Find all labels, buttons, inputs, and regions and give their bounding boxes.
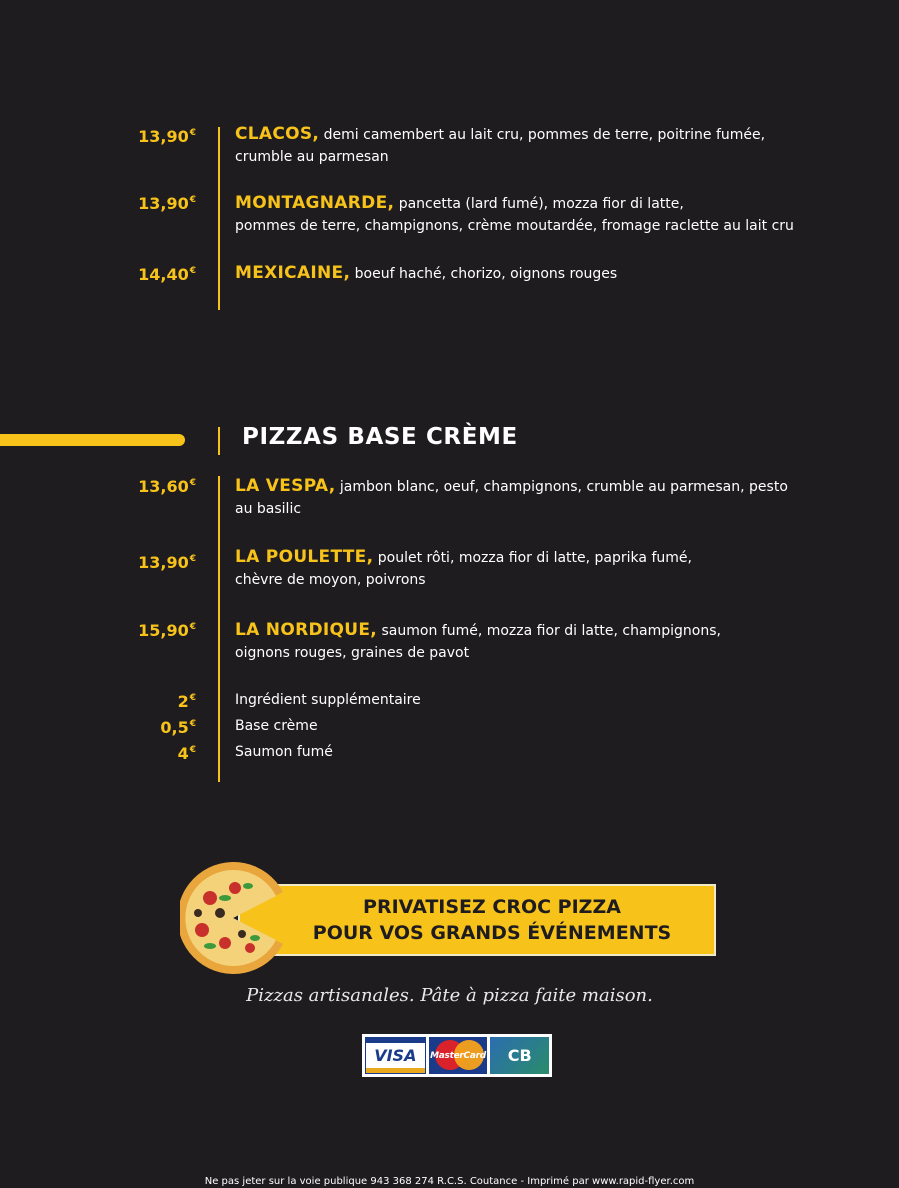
menu-item-la-vespa xyxy=(235,475,835,520)
divider-line-section xyxy=(218,427,220,455)
item-desc-2: pommes de terre, champignons, crème moutardée, fromage raclette au lait cru xyxy=(235,218,794,234)
price-mexicaine: 14,40€ xyxy=(138,265,196,284)
item-desc-2: oignons rouges, graines de pavot xyxy=(235,645,470,661)
menu-item-clacos xyxy=(235,123,835,168)
item-name: CLACOS, xyxy=(235,124,320,144)
extra-saumon-label: Saumon fumé xyxy=(235,744,333,760)
item-desc: saumon fumé, mozza fior di latte, champignons, xyxy=(381,623,721,639)
cb-logo: CB xyxy=(490,1037,549,1074)
pizza-icon xyxy=(180,858,286,978)
section-accent-bar xyxy=(0,434,185,446)
divider-line-top xyxy=(218,127,220,310)
item-name: LA VESPA, xyxy=(235,476,336,496)
visa-logo: VISA xyxy=(365,1037,426,1074)
price-montagnarde: 13,90€ xyxy=(138,194,196,213)
menu-item-mexicaine xyxy=(235,262,835,285)
menu-item-montagnarde xyxy=(235,192,835,237)
footer-legal-text: Ne pas jeter sur la voie publique 943 368 274 R.C.S. Coutance - Imprimé par www.rapid-flyer.com xyxy=(204,1176,695,1187)
divider-line-bottom xyxy=(218,476,220,782)
privatisez-banner xyxy=(238,884,716,956)
extra-base-creme-label: Base crème xyxy=(235,718,318,734)
item-desc: jambon blanc, oeuf, champignons, crumble au parmesan, pesto xyxy=(339,479,788,495)
menu-item-la-poulette xyxy=(235,546,835,591)
mastercard-logo: MasterCard xyxy=(429,1037,488,1074)
banner-line-1: PRIVATISEZ CROC PIZZA xyxy=(363,896,621,918)
item-desc: poulet rôti, mozza fior di latte, paprika fumé, xyxy=(377,550,692,566)
item-desc: demi camembert au lait cru, pommes de terre, poitrine fumée, xyxy=(323,127,766,143)
banner-line-2: POUR VOS GRANDS ÉVÉNEMENTS xyxy=(312,922,672,944)
extra-ingredient-label: Ingrédient supplémentaire xyxy=(235,692,421,708)
item-desc-2: au basilic xyxy=(235,501,302,517)
item-name: LA NORDIQUE, xyxy=(235,620,378,640)
item-desc-2: chèvre de moyon, poivrons xyxy=(235,572,426,588)
payment-cards xyxy=(362,1034,552,1077)
menu-item-la-nordique xyxy=(235,619,835,664)
price-la-nordique: 15,90€ xyxy=(138,621,196,640)
section-title: PIZZAS BASE CRÈME xyxy=(242,424,518,450)
price-extra-saumon: 4€ xyxy=(177,744,196,763)
item-desc: boeuf haché, chorizo, oignons rouges xyxy=(354,266,618,282)
item-name: MONTAGNARDE, xyxy=(235,193,395,213)
tagline: Pizzas artisanales. Pâte à pizza faite maison. xyxy=(246,985,653,1006)
price-clacos: 13,90€ xyxy=(138,127,196,146)
item-name: MEXICAINE, xyxy=(235,263,351,283)
price-extra-base-creme: 0,5€ xyxy=(160,718,196,737)
item-desc-2: crumble au parmesan xyxy=(235,149,389,165)
item-name: LA POULETTE, xyxy=(235,547,374,567)
price-la-poulette: 13,90€ xyxy=(138,553,196,572)
price-extra-ingredient: 2€ xyxy=(177,692,196,711)
price-la-vespa: 13,60€ xyxy=(138,477,196,496)
item-desc: pancetta (lard fumé), mozza fior di latte, xyxy=(398,196,684,212)
